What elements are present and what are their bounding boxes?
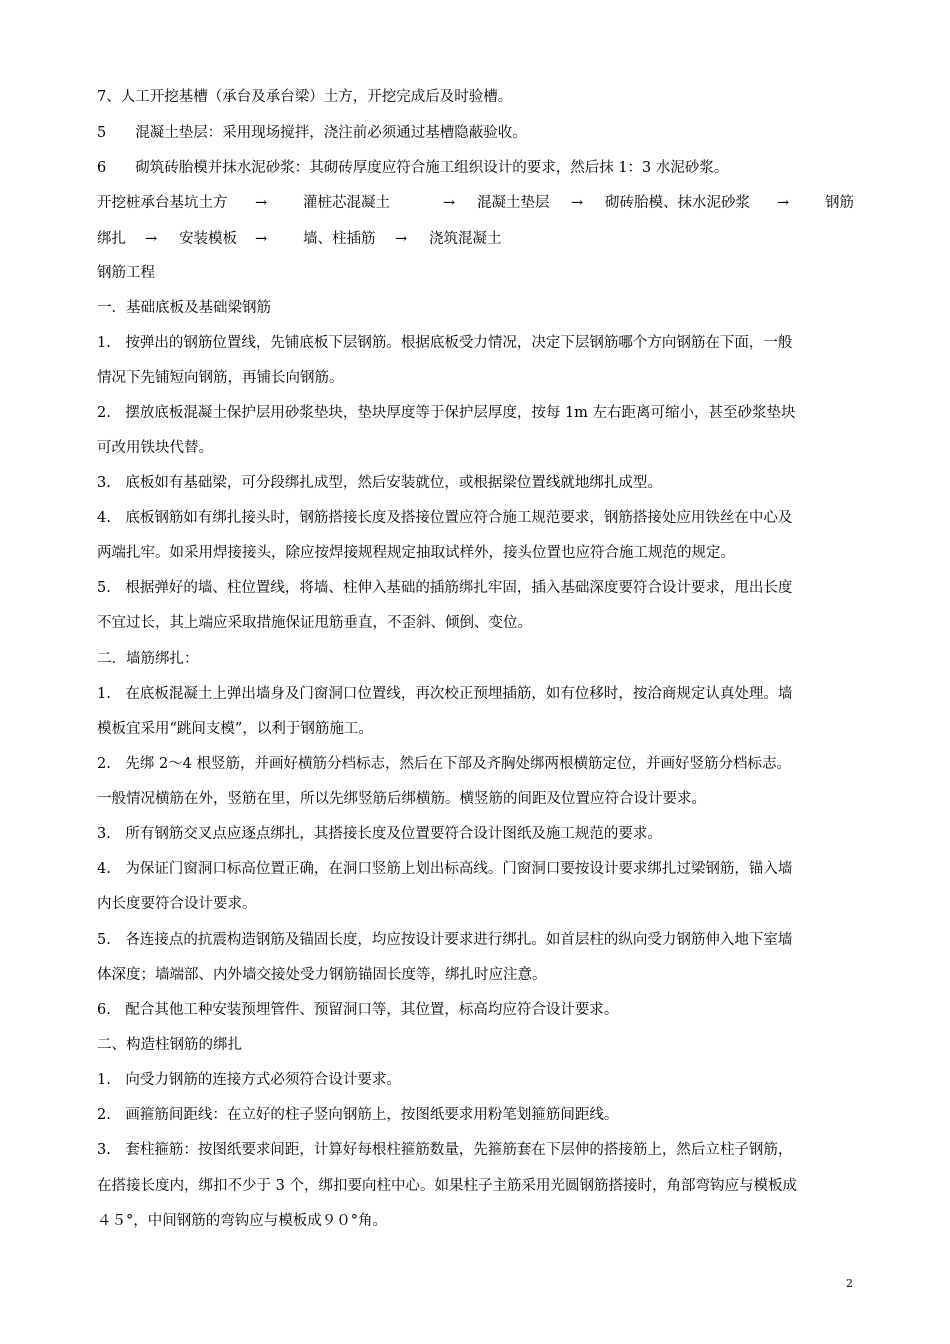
text-line: 不宜过长，其上端应采取措施保证甩筋垂直，不歪斜、倾倒、变位。: [97, 615, 532, 631]
text-line: 一般情况横筋在外，竖筋在里，所以先绑竖筋后绑横筋。横竖筋的间距及位置应符合设计要求。: [97, 791, 706, 807]
flow-step: 绑扎: [97, 231, 126, 247]
flow-step: 安装模板: [179, 231, 237, 247]
text-line: 内长度要符合设计要求。: [97, 896, 257, 912]
arrow-icon: →: [443, 195, 456, 211]
text-line: 4. 为保证门窗洞口标高位置正确，在洞口竖筋上划出标高线。门窗洞口要按设计要求绑扎过梁钢筋，锚入墙: [97, 861, 793, 877]
text-line: 5 混凝土垫层：采用现场搅拌，浇注前必须通过基槽隐蔽验收。: [97, 125, 527, 141]
text-line: 2. 先绑 2～4 根竖筋，并画好横筋分档标志，然后在下部及齐胸处绑两根横筋定位，并画好竖筋分档标志。: [97, 756, 791, 772]
text-line: 在搭接长度内，绑扣不少于 3 个，绑扣要向柱中心。如果柱子主筋采用光圆钢筋搭接时，角部弯钩应与模板成: [97, 1178, 797, 1194]
page-number: 2: [846, 1277, 853, 1290]
text-line: 6 砌筑砖胎模并抹水泥砂浆：其砌砖厚度应符合施工组织设计的要求，然后抹 1：3 水泥砂浆。: [97, 160, 729, 176]
text-line: ４５°，中间钢筋的弯钩应与模板成９０°角。: [97, 1213, 387, 1229]
text-line: 两端扎牢。如采用焊接接头，除应按焊接规程规定抽取试样外，接头位置也应符合施工规范的规定。: [97, 545, 735, 561]
flow-step: 开挖桩承台基坑土方: [97, 195, 228, 211]
section-heading: 二、构造柱钢筋的绑扎: [97, 1037, 242, 1053]
arrow-icon: →: [571, 195, 584, 211]
arrow-icon: →: [395, 231, 408, 247]
flow-step: 砌砖胎模、抹水泥砂浆: [605, 195, 750, 211]
arrow-icon: →: [777, 195, 790, 211]
section-heading: 一．基础底板及基础梁钢筋: [97, 300, 271, 316]
text-line: 可改用铁块代替。: [97, 440, 213, 456]
text-line: 2. 画箍筋间距线：在立好的柱子竖向钢筋上，按图纸要求用粉笔划箍筋间距线。: [97, 1107, 619, 1123]
text-line: 1. 按弹出的钢筋位置线，先铺底板下层钢筋。根据底板受力情况，决定下层钢筋哪个方向钢筋在下面，一般: [97, 335, 793, 351]
flow-step: 混凝土垫层: [477, 195, 550, 211]
text-line: 5. 根据弹好的墙、柱位置线，将墙、柱伸入基础的插筋绑扎牢固，插入基础深度要符合设计要求，甩出长度: [97, 580, 793, 596]
text-line: 7、人工开挖基槽（承台及承台梁）土方，开挖完成后及时验槽。: [97, 89, 513, 105]
text-line: 5. 各连接点的抗震构造钢筋及锚固长度，均应按设计要求进行绑扎。如首层柱的纵向受力钢筋伸入地下室墙: [97, 932, 793, 948]
text-line: 3. 所有钢筋交叉点应逐点绑扎，其搭接长度及位置要符合设计图纸及施工规范的要求。: [97, 826, 662, 842]
section-heading: 二．墙筋绑扎：: [97, 651, 199, 667]
text-line: 1. 在底板混凝土上弹出墙身及门窗洞口位置线，再次校正预埋插筋，如有位移时，按洽商规定认真处理。墙: [97, 686, 793, 702]
arrow-icon: →: [145, 231, 158, 247]
text-line: 1. 向受力钢筋的连接方式必须符合设计要求。: [97, 1072, 401, 1088]
text-line: 模板宜采用“跳间支模”，以利于钢筋施工。: [97, 721, 373, 737]
flow-step: 墙、柱插筋: [303, 231, 376, 247]
text-line: 3. 套柱箍筋：按图纸要求间距，计算好每根柱箍筋数量，先箍筋套在下层伸的搭接筋上，然后立柱子钢筋，: [97, 1142, 793, 1158]
text-line: 情况下先铺短向钢筋，再铺长向钢筋。: [97, 370, 344, 386]
flow-step: 灌桩芯混凝土: [303, 195, 390, 211]
text-line: 6. 配合其他工种安装预埋管件、预留洞口等，其位置，标高均应符合设计要求。: [97, 1002, 619, 1018]
text-line: 4. 底板钢筋如有绑扎接头时，钢筋搭接长度及搭接位置应符合施工规范要求，钢筋搭接处应用铁丝在中心及: [97, 510, 793, 526]
flow-step: 钢筋: [825, 195, 854, 211]
text-line: 体深度；墙端部、内外墙交接处受力钢筋锚固长度等，绑扎时应注意。: [97, 967, 547, 983]
section-heading: 钢筋工程: [97, 265, 155, 281]
arrow-icon: →: [255, 231, 268, 247]
arrow-icon: →: [255, 195, 268, 211]
flow-step: 浇筑混凝土: [429, 231, 502, 247]
text-line: 3. 底板如有基础梁，可分段绑扎成型，然后安装就位，或根据梁位置线就地绑扎成型。: [97, 475, 662, 491]
text-line: 2. 摆放底板混凝土保护层用砂浆垫块，垫块厚度等于保护层厚度，按每 1m 左右距离可缩小，甚至砂浆垫块: [97, 405, 796, 421]
